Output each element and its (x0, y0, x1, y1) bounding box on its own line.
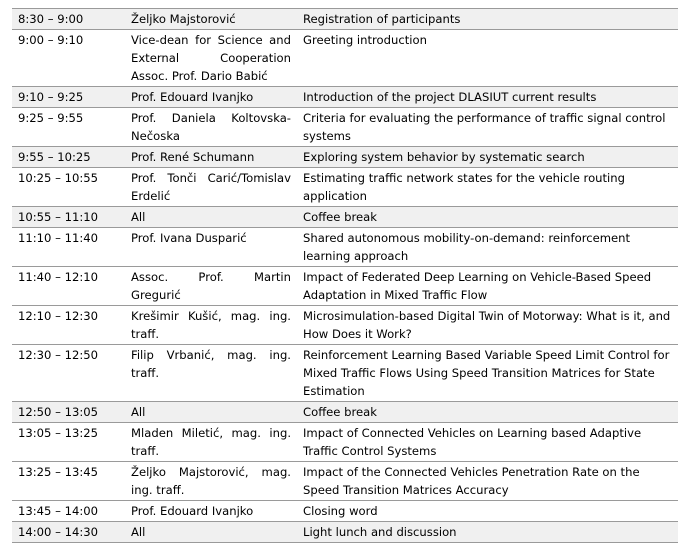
speaker-cell: Prof. Ivana Dusparić (125, 228, 296, 267)
time-cell: 11:10 – 11:40 (12, 228, 125, 267)
speaker-cell: Prof. Tonči Carić/Tomislav Erdelić (125, 168, 296, 207)
schedule-table (12, 8, 678, 543)
schedule-row (12, 9, 678, 30)
schedule-body (12, 9, 678, 543)
time-cell: 13:45 – 14:00 (12, 501, 125, 522)
schedule-row (12, 462, 678, 501)
speaker-cell: Željko Majstorović (125, 9, 296, 30)
topic-cell: Impact of the Connected Vehicles Penetration Rate on the Speed Transition Matrices Accuracy (296, 462, 678, 501)
time-cell: 10:55 – 11:10 (12, 207, 125, 228)
topic-cell: Coffee break (296, 207, 678, 228)
speaker-cell: Assoc. Prof. Martin Gregurić (125, 267, 296, 306)
topic-cell: Reinforcement Learning Based Variable Speed Limit Control for Mixed Traffic Flows Using Speed Transition Matrices for State Estimation (296, 345, 678, 402)
topic-cell: Registration of participants (296, 9, 678, 30)
topic-cell: Impact of Connected Vehicles on Learning based Adaptive Traffic Control Systems (296, 423, 678, 462)
schedule-row (12, 87, 678, 108)
speaker-cell: Krešimir Kušić, mag. ing. traff. (125, 306, 296, 345)
time-cell: 12:50 – 13:05 (12, 402, 125, 423)
time-cell: 10:25 – 10:55 (12, 168, 125, 207)
time-cell: 9:55 – 10:25 (12, 147, 125, 168)
speaker-cell: All (125, 522, 296, 543)
topic-cell: Microsimulation-based Digital Twin of Motorway: What is it, and How Does it Work? (296, 306, 678, 345)
schedule-row (12, 207, 678, 228)
topic-cell: Closing word (296, 501, 678, 522)
topic-cell: Exploring system behavior by systematic search (296, 147, 678, 168)
schedule-row (12, 501, 678, 522)
schedule-row (12, 228, 678, 267)
time-cell: 13:25 – 13:45 (12, 462, 125, 501)
time-cell: 9:00 – 9:10 (12, 30, 125, 87)
time-cell: 13:05 – 13:25 (12, 423, 125, 462)
time-cell: 11:40 – 12:10 (12, 267, 125, 306)
schedule-row (12, 345, 678, 402)
time-cell: 8:30 – 9:00 (12, 9, 125, 30)
schedule-row (12, 30, 678, 87)
schedule-row (12, 108, 678, 147)
topic-cell: Estimating traffic network states for the vehicle routing application (296, 168, 678, 207)
topic-cell: Introduction of the project DLASIUT current results (296, 87, 678, 108)
time-cell: 12:30 – 12:50 (12, 345, 125, 402)
schedule-row (12, 147, 678, 168)
schedule-row (12, 267, 678, 306)
topic-cell: Greeting introduction (296, 30, 678, 87)
time-cell: 12:10 – 12:30 (12, 306, 125, 345)
topic-cell: Criteria for evaluating the performance of traffic signal control systems (296, 108, 678, 147)
speaker-cell: Prof. Daniela Koltovska-Nečoska (125, 108, 296, 147)
speaker-cell: All (125, 402, 296, 423)
speaker-cell: Mladen Miletić, mag. ing. traff. (125, 423, 296, 462)
speaker-cell: Prof. Edouard Ivanjko (125, 501, 296, 522)
speaker-cell: All (125, 207, 296, 228)
schedule-row (12, 168, 678, 207)
topic-cell: Coffee break (296, 402, 678, 423)
schedule-row (12, 402, 678, 423)
time-cell: 14:00 – 14:30 (12, 522, 125, 543)
schedule-row (12, 306, 678, 345)
topic-cell: Light lunch and discussion (296, 522, 678, 543)
speaker-cell: Prof. René Schumann (125, 147, 296, 168)
speaker-cell: Vice-dean for Science and External Cooperation Assoc. Prof. Dario Babić (125, 30, 296, 87)
speaker-cell: Filip Vrbanić, mag. ing. traff. (125, 345, 296, 402)
speaker-cell: Prof. Edouard Ivanjko (125, 87, 296, 108)
schedule-row (12, 423, 678, 462)
speaker-cell: Željko Majstorović, mag. ing. traff. (125, 462, 296, 501)
time-cell: 9:10 – 9:25 (12, 87, 125, 108)
time-cell: 9:25 – 9:55 (12, 108, 125, 147)
topic-cell: Shared autonomous mobility-on-demand: reinforcement learning approach (296, 228, 678, 267)
topic-cell: Impact of Federated Deep Learning on Vehicle-Based Speed Adaptation in Mixed Traffic Flow (296, 267, 678, 306)
